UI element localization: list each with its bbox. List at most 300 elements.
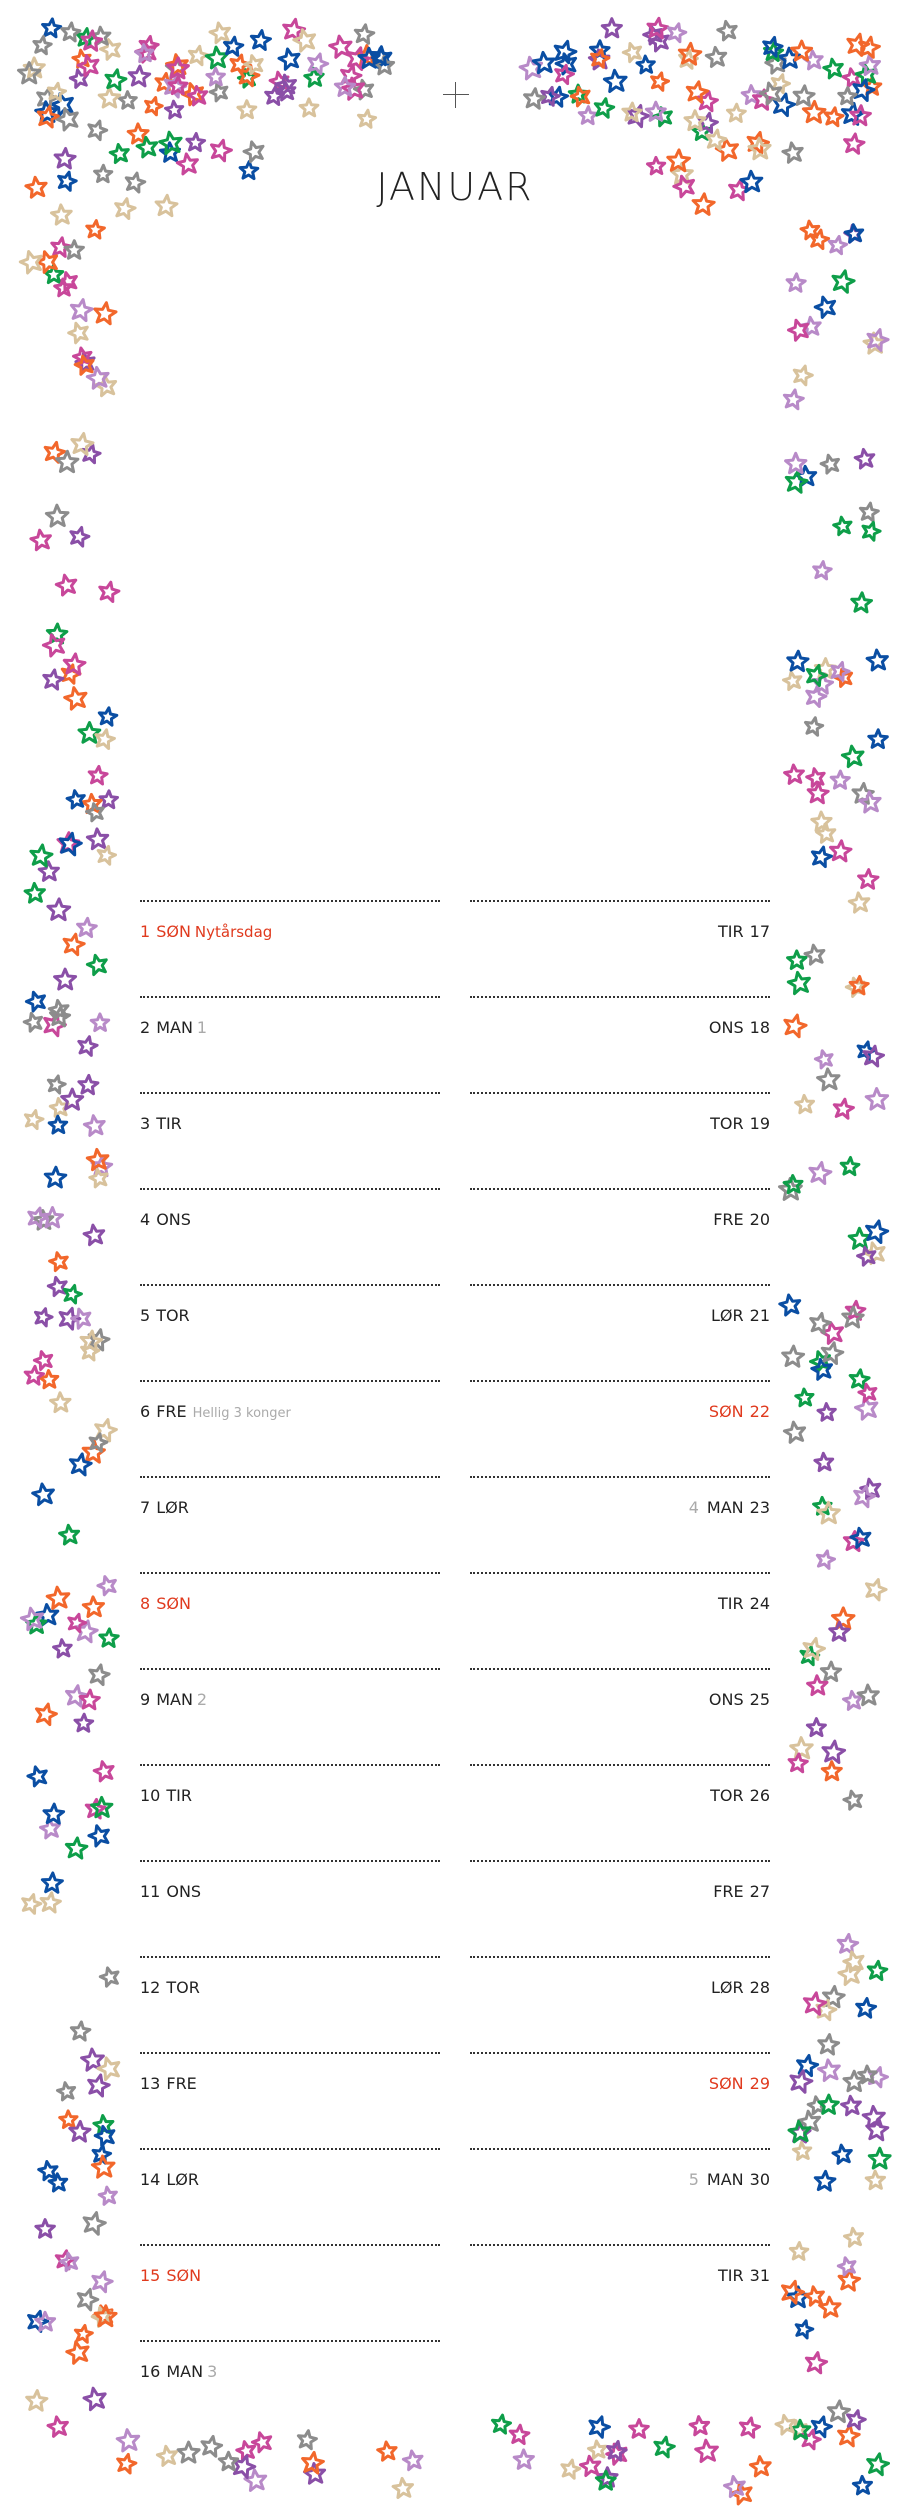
weekday: ONS bbox=[156, 1210, 191, 1229]
star-icon bbox=[117, 2430, 139, 2451]
dotted-writing-line bbox=[140, 1188, 440, 1190]
star-icon bbox=[54, 1640, 72, 1657]
star-icon bbox=[37, 1704, 57, 1725]
day-number: 9 bbox=[140, 1690, 151, 1709]
weekday: TIR bbox=[166, 1786, 192, 1805]
weekday: FRE bbox=[713, 1882, 744, 1901]
star-icon bbox=[99, 88, 119, 107]
star-icon bbox=[110, 145, 128, 163]
star-icon bbox=[67, 2342, 88, 2364]
day-number: 18 bbox=[749, 1018, 770, 1037]
star-icon bbox=[783, 143, 802, 162]
day-label bbox=[709, 2074, 770, 2093]
star-icon bbox=[604, 70, 626, 91]
day-label bbox=[140, 1594, 191, 1613]
star-icon bbox=[219, 2452, 237, 2469]
dotted-writing-line bbox=[140, 2244, 440, 2246]
day-label bbox=[709, 1690, 770, 1709]
star-icon bbox=[41, 1893, 60, 1912]
star-icon bbox=[206, 47, 227, 68]
star-icon bbox=[84, 1116, 104, 1136]
weekday: ONS bbox=[708, 1690, 744, 1709]
weekday: ONS bbox=[166, 1882, 202, 1901]
day-label bbox=[713, 1210, 770, 1229]
star-icon bbox=[819, 2035, 839, 2055]
star-icon bbox=[24, 1013, 41, 1031]
star-icon bbox=[783, 1346, 804, 1366]
star-icon bbox=[31, 530, 51, 550]
star-icon bbox=[27, 2391, 47, 2411]
star-icon bbox=[812, 2417, 831, 2437]
dotted-writing-line bbox=[140, 900, 440, 902]
star-icon bbox=[51, 1393, 70, 1412]
dotted-writing-line bbox=[140, 2148, 440, 2150]
day-number: 31 bbox=[749, 2266, 770, 2285]
day-label bbox=[140, 2074, 197, 2093]
day-number: 23 bbox=[749, 1498, 770, 1517]
star-icon bbox=[812, 847, 831, 867]
day-label bbox=[713, 1882, 770, 1901]
star-icon bbox=[157, 2446, 176, 2465]
dotted-writing-line bbox=[140, 1668, 440, 1670]
star-icon bbox=[378, 2442, 396, 2460]
star-icon bbox=[50, 1253, 68, 1271]
star-icon bbox=[845, 225, 862, 242]
week-number: 5 bbox=[688, 2170, 699, 2189]
day-row bbox=[470, 2052, 770, 2148]
star-icon bbox=[815, 297, 834, 317]
weekday: ONS bbox=[708, 1018, 744, 1037]
star-icon bbox=[834, 1099, 853, 1118]
star-icon bbox=[867, 650, 887, 670]
star-icon bbox=[690, 2417, 709, 2435]
star-icon bbox=[807, 666, 826, 686]
star-icon bbox=[796, 1389, 813, 1406]
day-number: 11 bbox=[140, 1882, 161, 1901]
star-icon bbox=[718, 21, 736, 40]
star-icon bbox=[66, 1838, 87, 1858]
star-icon bbox=[60, 2111, 77, 2128]
weekday: TIR bbox=[156, 1114, 182, 1133]
week-number: 1 bbox=[196, 1018, 208, 1037]
weekday: LØR bbox=[711, 1306, 744, 1325]
star-icon bbox=[696, 2440, 718, 2461]
star-icon bbox=[89, 121, 107, 140]
star-icon bbox=[359, 110, 376, 127]
star-icon bbox=[855, 449, 874, 468]
weekday: SØN bbox=[156, 1594, 191, 1613]
star-icon bbox=[866, 1089, 887, 1110]
star-icon bbox=[62, 1089, 83, 1109]
day-number: 19 bbox=[749, 1114, 770, 1133]
day-row bbox=[140, 1764, 440, 1860]
star-icon bbox=[815, 1051, 832, 1068]
day-row bbox=[470, 1668, 770, 1764]
day-row bbox=[140, 1092, 440, 1188]
star-icon bbox=[99, 2187, 116, 2204]
day-number: 28 bbox=[749, 1978, 770, 1997]
star-icon bbox=[866, 2171, 884, 2189]
star-icon bbox=[776, 2415, 794, 2434]
day-number: 5 bbox=[140, 1306, 151, 1325]
day-label bbox=[140, 1786, 192, 1805]
star-icon bbox=[844, 1791, 862, 1809]
weekday: TIR bbox=[718, 2266, 744, 2285]
day-row bbox=[470, 2244, 770, 2340]
star-icon bbox=[849, 893, 869, 912]
day-row bbox=[470, 996, 770, 1092]
star-icon bbox=[823, 1741, 845, 1762]
star-icon bbox=[60, 833, 81, 855]
star-icon bbox=[84, 2213, 105, 2235]
day-number: 3 bbox=[140, 1114, 151, 1133]
day-row bbox=[140, 996, 440, 1092]
star-icon bbox=[579, 107, 597, 124]
star-icon bbox=[300, 99, 318, 116]
day-label bbox=[709, 1018, 770, 1037]
star-icon bbox=[760, 83, 780, 104]
day-row bbox=[140, 1668, 440, 1764]
day-number: 29 bbox=[749, 2074, 770, 2093]
day-label bbox=[710, 1786, 770, 1805]
day-label bbox=[140, 1882, 201, 1901]
star-icon bbox=[822, 1343, 843, 1364]
weekday: FRE bbox=[166, 2074, 197, 2093]
day-row bbox=[140, 1284, 440, 1380]
dotted-writing-line bbox=[140, 1284, 440, 1286]
dotted-writing-line bbox=[470, 1860, 770, 1862]
day-label bbox=[140, 1306, 190, 1325]
star-icon bbox=[78, 918, 97, 936]
weekday: TIR bbox=[718, 1594, 744, 1613]
day-note: Nytårsdag bbox=[194, 923, 273, 941]
star-icon bbox=[788, 972, 809, 993]
star-icon bbox=[819, 2060, 840, 2081]
day-number: 22 bbox=[749, 1402, 770, 1421]
star-icon bbox=[784, 1422, 804, 1442]
week-number: 4 bbox=[688, 1498, 699, 1517]
star-icon bbox=[64, 934, 84, 955]
star-icon bbox=[34, 37, 51, 54]
star-icon bbox=[36, 2220, 55, 2238]
day-label bbox=[140, 2170, 199, 2189]
weekday: SØN bbox=[708, 2074, 744, 2093]
star-icon bbox=[207, 68, 225, 85]
star-icon bbox=[790, 2243, 807, 2260]
day-row bbox=[140, 1956, 440, 2052]
star-icon bbox=[804, 1639, 825, 1660]
star-icon bbox=[814, 562, 832, 579]
dotted-writing-line bbox=[140, 2340, 440, 2342]
weekday: MAN bbox=[706, 1498, 744, 1517]
dotted-writing-line bbox=[470, 1380, 770, 1382]
star-icon bbox=[79, 1037, 97, 1056]
star-icon bbox=[793, 2142, 810, 2159]
day-label bbox=[709, 1402, 770, 1421]
star-icon bbox=[784, 390, 803, 409]
star-icon bbox=[807, 1719, 825, 1736]
star-icon bbox=[844, 1532, 863, 1551]
star-icon bbox=[75, 1714, 93, 1731]
dotted-writing-line bbox=[470, 2148, 770, 2150]
dotted-writing-line bbox=[140, 1764, 440, 1766]
star-icon bbox=[796, 2321, 813, 2338]
star-icon bbox=[78, 2289, 98, 2310]
day-row bbox=[470, 1284, 770, 1380]
star-icon bbox=[833, 2145, 851, 2163]
star-icon bbox=[100, 582, 119, 601]
weekday: LØR bbox=[166, 2170, 199, 2189]
day-label bbox=[689, 1498, 770, 1517]
star-icon bbox=[822, 1762, 841, 1780]
star-icon bbox=[833, 271, 854, 293]
star-icon bbox=[863, 2106, 884, 2127]
star-icon bbox=[838, 1934, 858, 1953]
star-icon bbox=[728, 104, 746, 121]
weekday: FRE bbox=[713, 1210, 744, 1229]
star-icon bbox=[646, 102, 665, 120]
star-icon bbox=[393, 2478, 412, 2497]
star-icon bbox=[48, 899, 70, 920]
weekday: TOR bbox=[710, 1114, 744, 1133]
day-number: 10 bbox=[140, 1786, 161, 1805]
star-icon bbox=[279, 49, 299, 69]
star-icon bbox=[71, 300, 92, 321]
dotted-writing-line bbox=[140, 1572, 440, 1574]
star-icon bbox=[71, 528, 89, 547]
day-label bbox=[140, 2266, 201, 2285]
star-icon bbox=[48, 2417, 67, 2436]
star-icon bbox=[855, 1486, 875, 1506]
star-icon bbox=[47, 1587, 69, 1608]
star-icon bbox=[845, 134, 864, 153]
star-icon bbox=[23, 1895, 41, 1914]
week-number: 3 bbox=[207, 2362, 218, 2381]
star-icon bbox=[786, 472, 807, 493]
star-icon bbox=[852, 593, 872, 612]
weekday: TOR bbox=[166, 1978, 200, 1997]
weekday: TOR bbox=[710, 1786, 744, 1805]
star-icon bbox=[791, 1738, 813, 1759]
star-icon bbox=[669, 24, 686, 42]
star-icon bbox=[119, 92, 136, 109]
star-icon bbox=[863, 522, 880, 540]
star-icon bbox=[65, 688, 86, 710]
day-row bbox=[140, 2244, 440, 2340]
star-icon bbox=[810, 230, 828, 249]
day-number: 17 bbox=[749, 922, 770, 941]
star-icon bbox=[44, 1804, 64, 1823]
day-label bbox=[140, 1018, 207, 1037]
star-icon bbox=[100, 1629, 118, 1647]
month-title: JANUAR bbox=[376, 165, 534, 209]
star-icon bbox=[69, 1614, 86, 1631]
star-icon bbox=[100, 791, 118, 808]
star-icon bbox=[805, 945, 824, 964]
week-number: 2 bbox=[196, 1690, 208, 1709]
star-icon bbox=[79, 723, 100, 743]
star-icon bbox=[403, 2451, 422, 2470]
star-icon bbox=[825, 108, 843, 126]
day-number: 25 bbox=[749, 1690, 770, 1709]
day-row bbox=[470, 900, 770, 996]
star-icon bbox=[39, 862, 58, 881]
day-row bbox=[140, 1188, 440, 1284]
day-label bbox=[140, 922, 272, 941]
star-icon bbox=[787, 274, 805, 292]
day-label bbox=[711, 1306, 770, 1325]
dotted-writing-line bbox=[470, 2052, 770, 2054]
dotted-writing-line bbox=[140, 1860, 440, 1862]
dotted-writing-line bbox=[470, 1956, 770, 1958]
star-icon bbox=[56, 575, 76, 595]
star-icon bbox=[819, 2095, 838, 2113]
dotted-writing-line bbox=[470, 1764, 770, 1766]
day-row bbox=[140, 900, 440, 996]
day-label bbox=[718, 1594, 770, 1613]
star-icon bbox=[178, 2442, 199, 2462]
star-icon bbox=[842, 2096, 861, 2115]
star-icon bbox=[64, 1286, 81, 1304]
star-icon bbox=[869, 2148, 890, 2168]
star-icon bbox=[602, 19, 621, 37]
star-icon bbox=[355, 25, 374, 44]
day-number: 24 bbox=[749, 1594, 770, 1613]
star-icon bbox=[210, 23, 230, 43]
star-icon bbox=[83, 1597, 103, 1617]
star-icon bbox=[740, 2418, 759, 2437]
star-icon bbox=[55, 969, 76, 989]
star-icon bbox=[26, 992, 44, 1011]
star-icon bbox=[784, 672, 801, 690]
star-icon bbox=[785, 1015, 806, 1037]
star-icon bbox=[93, 2272, 112, 2292]
day-row bbox=[140, 2052, 440, 2148]
star-icon bbox=[864, 1046, 884, 1066]
star-icon bbox=[818, 1404, 835, 1421]
star-icon bbox=[687, 82, 707, 102]
day-row bbox=[470, 2148, 770, 2244]
day-number: 4 bbox=[140, 1210, 151, 1229]
star-icon bbox=[788, 651, 808, 671]
dotted-writing-line bbox=[140, 1092, 440, 1094]
day-row bbox=[470, 1380, 770, 1476]
day-number: 16 bbox=[140, 2362, 161, 2381]
star-icon bbox=[100, 1968, 118, 1986]
star-icon bbox=[848, 2411, 866, 2429]
day-label bbox=[718, 922, 770, 941]
star-icon bbox=[118, 2454, 136, 2473]
star-icon bbox=[794, 366, 812, 385]
crosshair-icon bbox=[443, 82, 469, 108]
star-icon bbox=[75, 2325, 92, 2342]
star-icon bbox=[89, 1826, 109, 1846]
day-label bbox=[140, 1498, 189, 1517]
day-number: 27 bbox=[749, 1882, 770, 1901]
star-icon bbox=[595, 99, 613, 118]
star-icon bbox=[810, 1163, 831, 1184]
star-icon bbox=[796, 1095, 814, 1112]
star-icon bbox=[146, 98, 163, 115]
star-icon bbox=[648, 18, 668, 38]
dotted-writing-line bbox=[470, 900, 770, 902]
star-icon bbox=[33, 1484, 54, 1505]
day-number: 2 bbox=[140, 1018, 151, 1037]
star-icon bbox=[87, 1149, 108, 1169]
weekday: LØR bbox=[156, 1498, 189, 1517]
star-icon bbox=[845, 2228, 863, 2246]
star-icon bbox=[25, 1111, 43, 1129]
star-icon bbox=[91, 1014, 109, 1031]
star-icon bbox=[858, 1685, 878, 1705]
star-icon bbox=[510, 2425, 529, 2443]
day-row bbox=[470, 1476, 770, 1572]
day-row bbox=[470, 1956, 770, 2052]
day-number: 7 bbox=[140, 1498, 151, 1517]
star-icon bbox=[45, 1167, 66, 1187]
weekday: TOR bbox=[156, 1306, 190, 1325]
star-icon bbox=[655, 2437, 674, 2457]
star-icon bbox=[817, 1551, 834, 1569]
star-icon bbox=[210, 84, 227, 101]
star-icon bbox=[868, 1961, 887, 1979]
day-row bbox=[470, 1092, 770, 1188]
star-icon bbox=[244, 142, 263, 162]
star-icon bbox=[590, 2417, 610, 2437]
weekday: TIR bbox=[718, 922, 744, 941]
star-icon bbox=[84, 1225, 104, 1245]
day-row bbox=[470, 1188, 770, 1284]
day-number: 1 bbox=[140, 922, 151, 941]
star-icon bbox=[820, 2297, 840, 2317]
day-row bbox=[140, 2340, 440, 2436]
star-icon bbox=[867, 1221, 888, 1243]
weekday: SØN bbox=[708, 1402, 744, 1421]
dotted-writing-line bbox=[470, 1572, 770, 1574]
star-icon bbox=[514, 2450, 533, 2468]
day-row bbox=[470, 1572, 770, 1668]
star-icon bbox=[750, 2457, 770, 2476]
star-icon bbox=[493, 2415, 511, 2433]
day-label bbox=[689, 2170, 770, 2189]
star-icon bbox=[98, 1577, 116, 1595]
star-icon bbox=[20, 252, 41, 274]
day-row bbox=[140, 1572, 440, 1668]
star-icon bbox=[28, 1767, 46, 1786]
star-icon bbox=[838, 2258, 855, 2275]
star-icon bbox=[562, 2460, 580, 2478]
star-icon bbox=[42, 1873, 62, 1892]
dotted-writing-line bbox=[140, 1380, 440, 1382]
star-icon bbox=[780, 1295, 800, 1315]
star-icon bbox=[801, 221, 819, 239]
star-icon bbox=[69, 323, 88, 343]
star-icon bbox=[860, 792, 881, 812]
dotted-writing-line bbox=[470, 2244, 770, 2246]
star-icon bbox=[807, 769, 825, 787]
star-icon bbox=[84, 2388, 105, 2410]
star-icon bbox=[868, 2454, 889, 2475]
star-icon bbox=[783, 2281, 804, 2303]
star-icon bbox=[202, 2436, 222, 2456]
weekday: SØN bbox=[166, 2266, 202, 2285]
star-icon bbox=[106, 70, 126, 90]
dotted-writing-line bbox=[140, 1476, 440, 1478]
star-icon bbox=[99, 708, 117, 725]
day-number: 30 bbox=[749, 2170, 770, 2189]
star-icon bbox=[853, 2476, 871, 2494]
star-icon bbox=[829, 236, 846, 253]
